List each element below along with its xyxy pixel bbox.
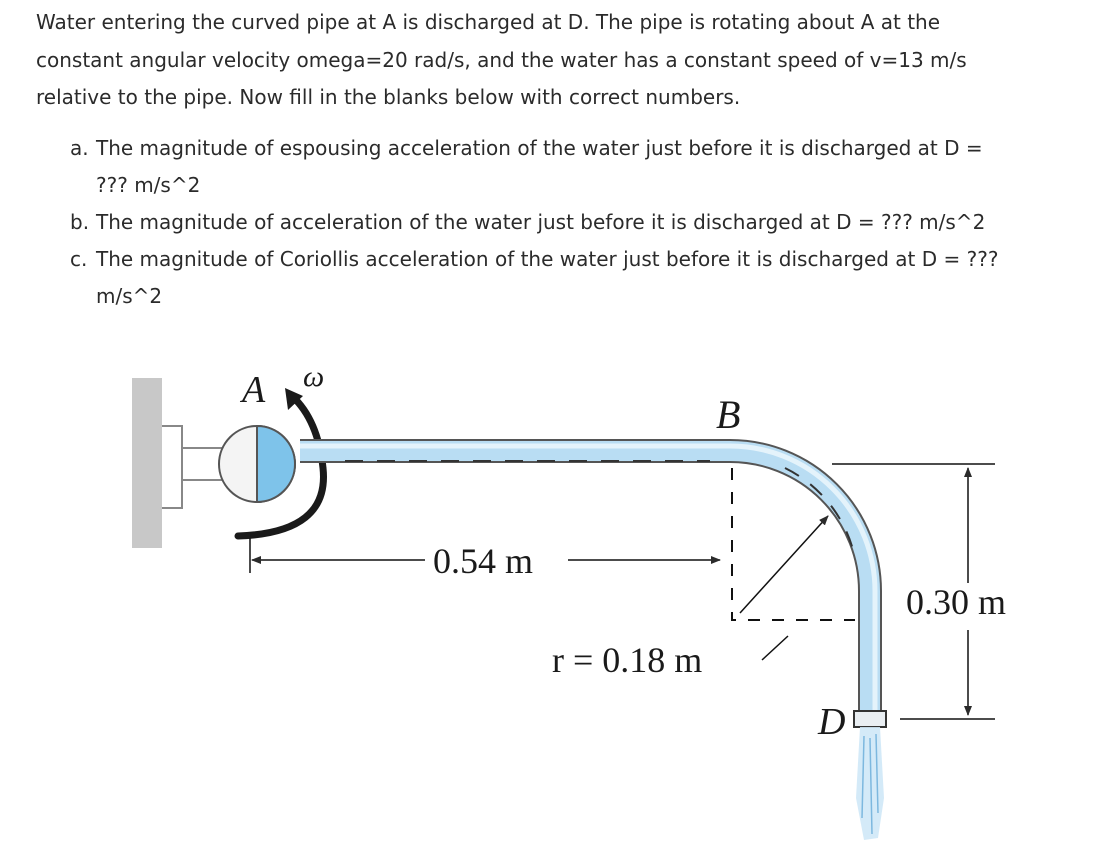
question-letter: a. [70, 135, 89, 160]
question-list [36, 130, 1086, 315]
question-text-line: The magnitude of Coriollis acceleration of the water just before it is discharged at D = ??? [96, 246, 999, 271]
radius-line [740, 516, 828, 613]
intro-line-1: Water entering the curved pipe at A is discharged at D. The pipe is rotating about A at the [36, 10, 941, 34]
radius-leader [762, 636, 788, 660]
dim-vertical-label: 0.30 m [906, 582, 1007, 622]
label-D: D [818, 701, 846, 743]
question-c [70, 241, 1086, 315]
pipe-diagram-svg [120, 358, 1060, 858]
dim-radius-label: r = 0.18 m [552, 640, 703, 680]
question-letter: c. [70, 246, 88, 271]
dim-horizontal-label: 0.54 m [433, 541, 534, 581]
question-a [70, 130, 1086, 204]
wall [132, 378, 162, 548]
pipe-diagram [120, 358, 1060, 858]
question-text-line: The magnitude of espousing acceleration of the water just before it is discharged at D = [96, 135, 983, 160]
label-omega: ω [303, 360, 325, 393]
nozzle [854, 711, 886, 727]
question-text-line: ??? m/s^2 [96, 172, 201, 197]
question-text-line: The magnitude of acceleration of the water just before it is discharged at D = ??? m/s^2 [96, 209, 986, 234]
problem-statement [36, 4, 1086, 315]
problem-intro [36, 4, 1086, 117]
question-b [70, 204, 1086, 241]
intro-line-3: relative to the pipe. Now fill in the blanks below with correct numbers. [36, 85, 741, 109]
question-text-line: m/s^2 [96, 283, 163, 308]
pivot-half-dome [257, 426, 295, 502]
label-B: B [716, 392, 741, 437]
intro-line-2: constant angular velocity omega=20 rad/s, and the water has a constant speed of v=13 m/s [36, 47, 967, 72]
label-A: A [242, 369, 266, 411]
support-bracket [162, 426, 225, 508]
question-letter: b. [70, 209, 90, 234]
